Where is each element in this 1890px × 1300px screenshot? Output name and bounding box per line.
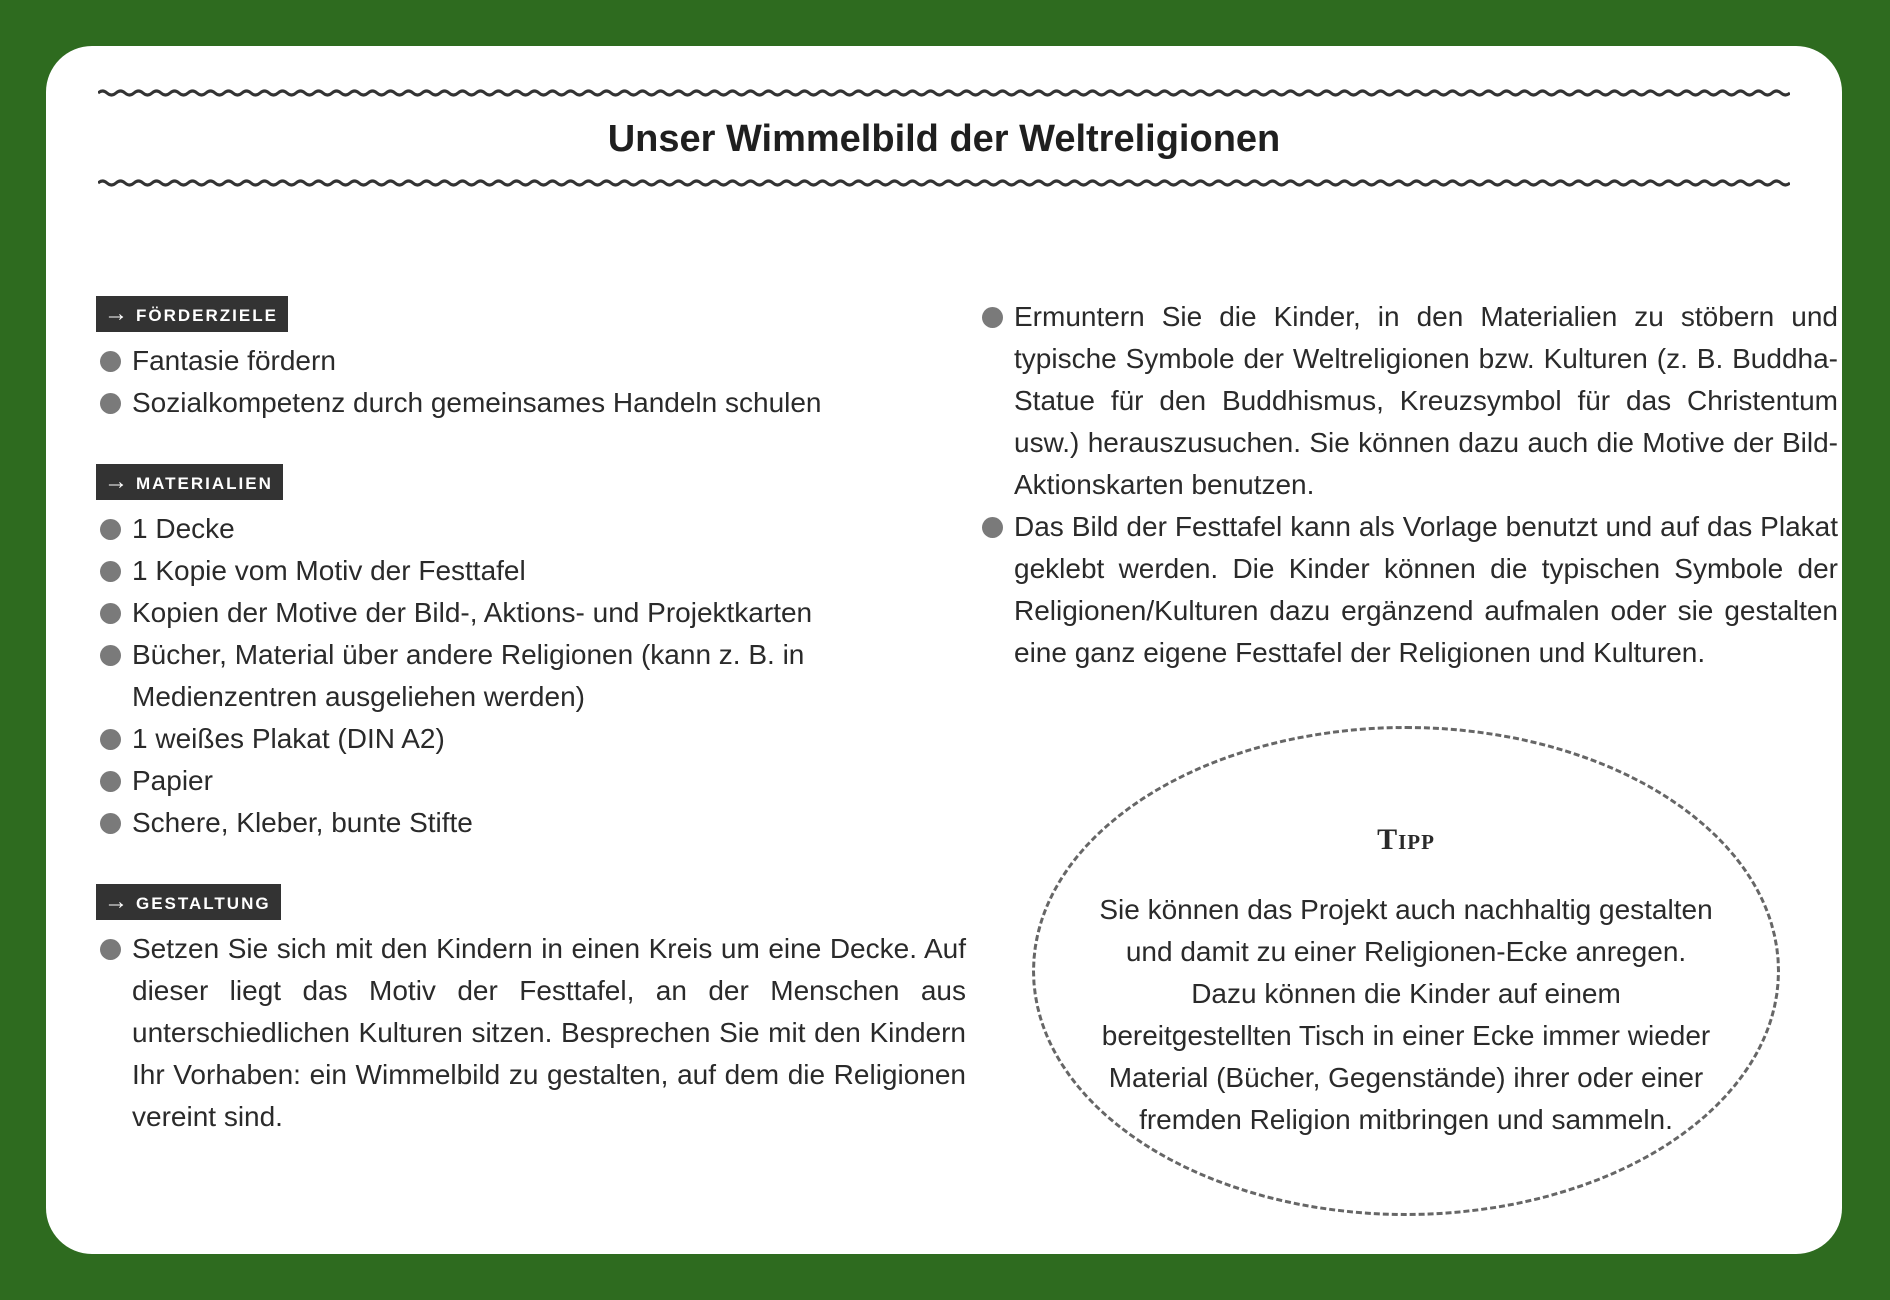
tip-title: Tipp [1377, 823, 1435, 856]
gestaltung-list-continued [978, 296, 1838, 674]
list-item: Kopien der Motive der Bild-, Aktions- und Projektkarten [96, 592, 966, 634]
tip-text: Sie können das Projekt auch nachhaltig gestalten und damit zu einer Religionen-Ecke anregen. Dazu können die Kinder auf einem bereitgestellten Tisch in einer Ecke immer wieder Material (Bücher, Gegenstände) ihrer oder einer fremden Religion mitbringen und sammeln. [1099, 894, 1713, 1135]
list-item: 1 Decke [96, 508, 966, 550]
bottom-wave-divider [98, 176, 1790, 190]
list-item: Schere, Kleber, bunte Stifte [96, 802, 966, 844]
section-header-gestaltung [96, 884, 281, 920]
foerderziele-list [96, 340, 966, 424]
section-header-materialien [96, 464, 283, 500]
tip-bubble [1032, 726, 1780, 1216]
list-item: Ermuntern Sie die Kinder, in den Materialien zu stöbern und typische Symbole der Weltreligionen bzw. Kulturen (z. B. Buddha-Statue für den Buddhismus, Kreuzsymbol für das Christentum usw.) herauszusuchen. Sie können dazu auch die Motive der Bild-Aktionskarten benutzen. [978, 296, 1838, 506]
list-item: Setzen Sie sich mit den Kindern in einen Kreis um eine Decke. Auf dieser liegt das Motiv der Festtafel, an der Menschen aus unterschiedlichen Kulturen sitzen. Besprechen Sie mit den Kindern Ihr Vorhaben: ein Wimmelbild zu gestalten, auf dem die Religionen vereint sind. [96, 928, 966, 1138]
arrow-right-icon: → [104, 300, 130, 327]
top-wave-divider [98, 86, 1790, 100]
list-item: 1 weißes Plakat (DIN A2) [96, 718, 966, 760]
section-label: gestaltung [136, 888, 271, 915]
section-label: materialien [136, 468, 273, 495]
list-item: Sozialkompetenz durch gemeinsames Handeln schulen [96, 382, 966, 424]
materialien-list [96, 508, 966, 844]
list-item: Bücher, Material über andere Religionen (kann z. B. in Medienzentren ausgeliehen werden) [96, 634, 966, 718]
wave-line [98, 91, 1790, 95]
list-item: 1 Kopie vom Motiv der Festtafel [96, 550, 966, 592]
left-column [96, 296, 966, 1138]
right-column [978, 296, 1838, 674]
page-title: Unser Wimmelbild der Weltreligionen [607, 118, 1281, 160]
arrow-right-icon: → [104, 888, 130, 915]
wave-line [98, 181, 1790, 185]
arrow-right-icon: → [104, 468, 130, 495]
list-item: Das Bild der Festtafel kann als Vorlage benutzt und auf das Plakat geklebt werden. Die Kinder können die typischen Symbole der Religionen/Kulturen dazu ergänzend aufmalen oder sie gestalten eine ganz eigene Festtafel der Religionen und Kulturen. [978, 506, 1838, 674]
list-item: Fantasie fördern [96, 340, 966, 382]
section-header-foerderziele [96, 296, 288, 332]
section-label: förderziele [136, 300, 278, 327]
worksheet-card [46, 46, 1842, 1254]
list-item: Papier [96, 760, 966, 802]
gestaltung-list [96, 928, 966, 1138]
